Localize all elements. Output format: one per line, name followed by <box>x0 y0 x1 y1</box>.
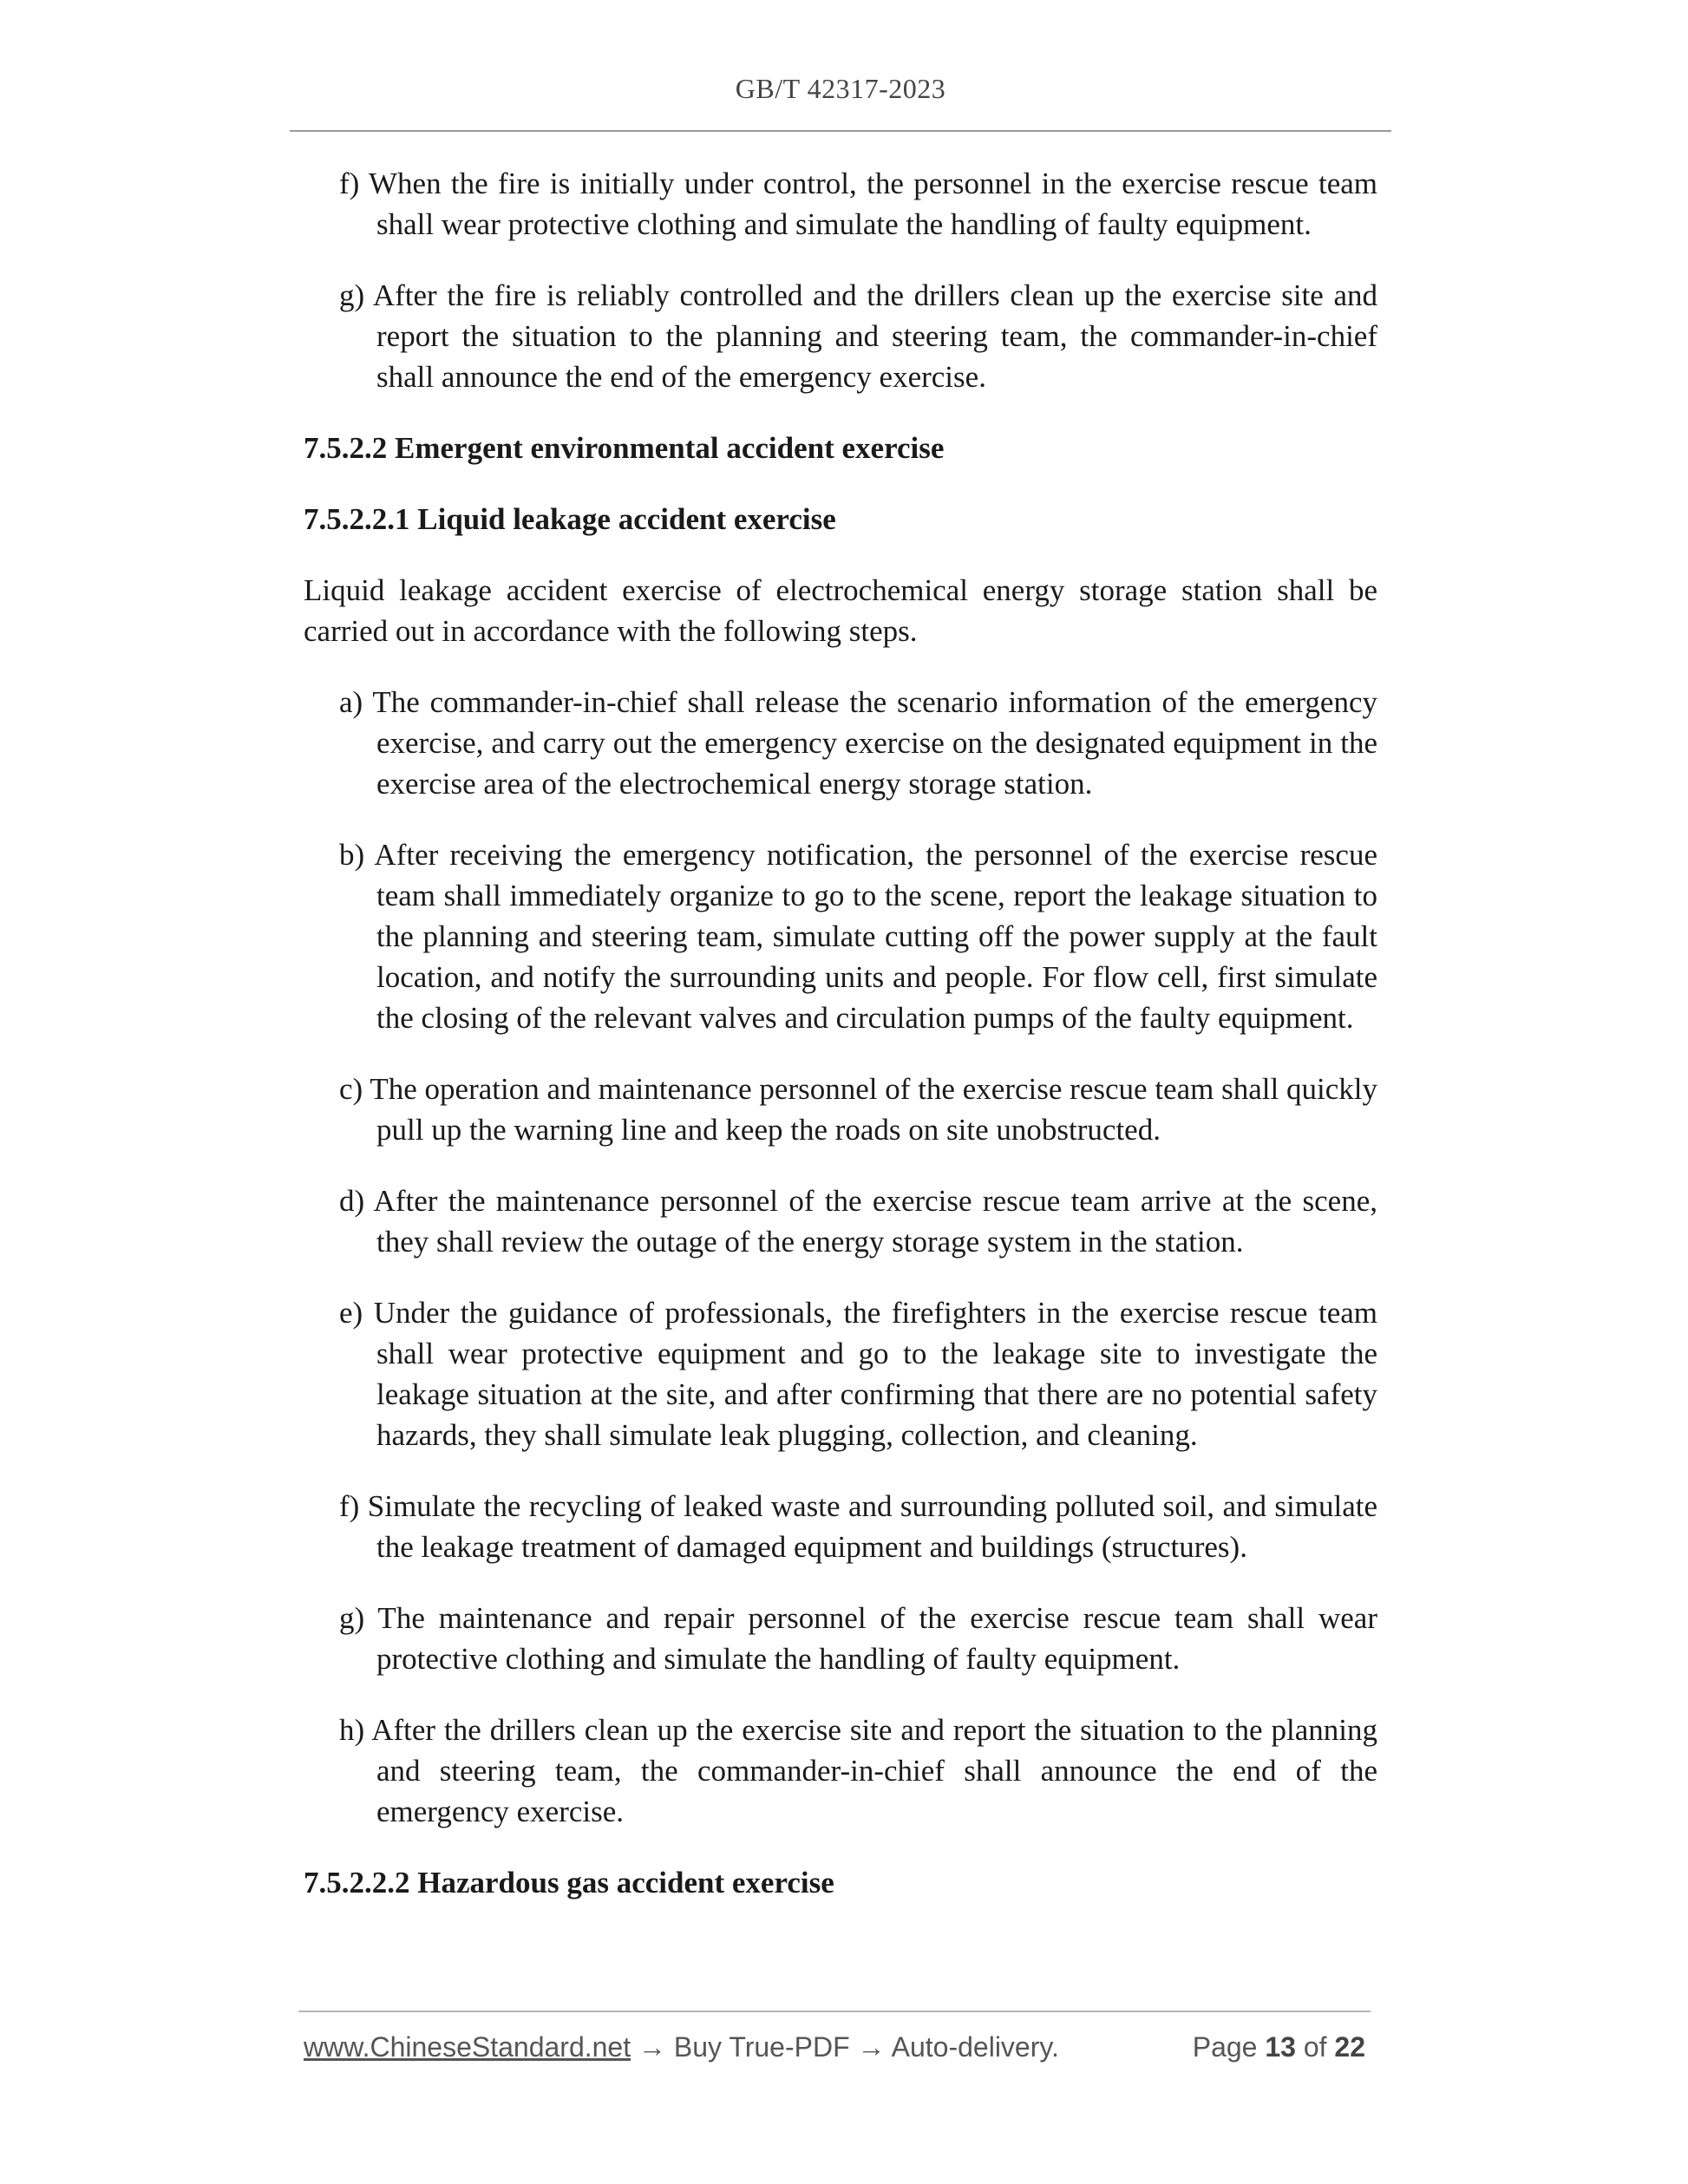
list-item-d: d) After the maintenance personnel of the exercise rescue team arrive at the scene, they shall review the outage of the energy storage system in the station. <box>339 1184 1377 1259</box>
page-indicator <box>1193 2031 1365 2063</box>
list-item-g: g) The maintenance and repair personnel of the exercise rescue team shall wear protective clothing and simulate the handling of faulty equipment. <box>339 1601 1377 1676</box>
total-page-count: 22 <box>1334 2031 1365 2063</box>
section-heading-7-5-2-2-2: 7.5.2.2.2 Hazardous gas accident exercise <box>304 1866 834 1900</box>
of-label: of <box>1303 2031 1327 2063</box>
footer-divider <box>298 2011 1371 2012</box>
document-header-title: GB/T 42317-2023 <box>735 73 946 104</box>
list-item-f-fire-control: f) When the fire is initially under control, the personnel in the exercise rescue team shall wear protective clothing and simulate the handling of faulty equipment. <box>339 167 1377 241</box>
page-label: Page <box>1192 2031 1258 2063</box>
header-divider <box>290 130 1391 132</box>
section-heading-7-5-2-2-1: 7.5.2.2.1 Liquid leakage accident exercise <box>304 502 836 536</box>
list-item-a: a) The commander-in-chief shall release the scenario information of the emergency exercise, and carry out the emergency exercise on the designated equipment in the exercise area of the electrochemical energy storage station. <box>339 685 1377 801</box>
website-link[interactable]: www.ChineseStandard.net <box>304 2031 631 2063</box>
footer-promo <box>304 2031 1059 2063</box>
list-item-b: b) After receiving the emergency notification, the personnel of the exercise rescue team shall immediately organize to go to the scene, report the leakage situation to the planning and steering team, simulate cutting off the power supply at the fault location, and notify the surrounding units and people. For flow cell, first simulate the closing of the relevant valves and circulation pumps of the faulty equipment. <box>339 838 1377 1035</box>
footer-promo-text: → Buy True-PDF → Auto-delivery. <box>631 2031 1059 2063</box>
list-item-g-fire-end: g) After the fire is reliably controlled and the drillers clean up the exercise site and report the situation to the planning and steering team, the commander-in-chief shall announce the end of the emergency exercise. <box>339 278 1377 394</box>
list-item-e: e) Under the guidance of professionals, the firefighters in the exercise rescue team shall wear protective equipment and go to the leakage site to investigate the leakage situation at the site, and after confirming that there are no potential safety hazards, they shall simulate leak plugging, collection, and cleaning. <box>339 1296 1377 1452</box>
document-body <box>304 163 1377 1933</box>
list-item-c: c) The operation and maintenance personnel of the exercise rescue team shall quickly pull up the warning line and keep the roads on site unobstructed. <box>339 1072 1377 1147</box>
list-item-f: f) Simulate the recycling of leaked waste and surrounding polluted soil, and simulate the leakage treatment of damaged equipment and buildings (structures). <box>339 1489 1377 1564</box>
current-page-number: 13 <box>1265 2031 1296 2063</box>
section-heading-7-5-2-2: 7.5.2.2 Emergent environmental accident exercise <box>304 431 945 465</box>
list-item-h: h) After the drillers clean up the exercise site and report the situation to the planning and steering team, the commander-in-chief shall announce the end of the emergency exercise. <box>339 1713 1377 1828</box>
intro-paragraph: Liquid leakage accident exercise of electrochemical energy storage station shall be carried out in accordance with the following steps. <box>304 573 1377 648</box>
